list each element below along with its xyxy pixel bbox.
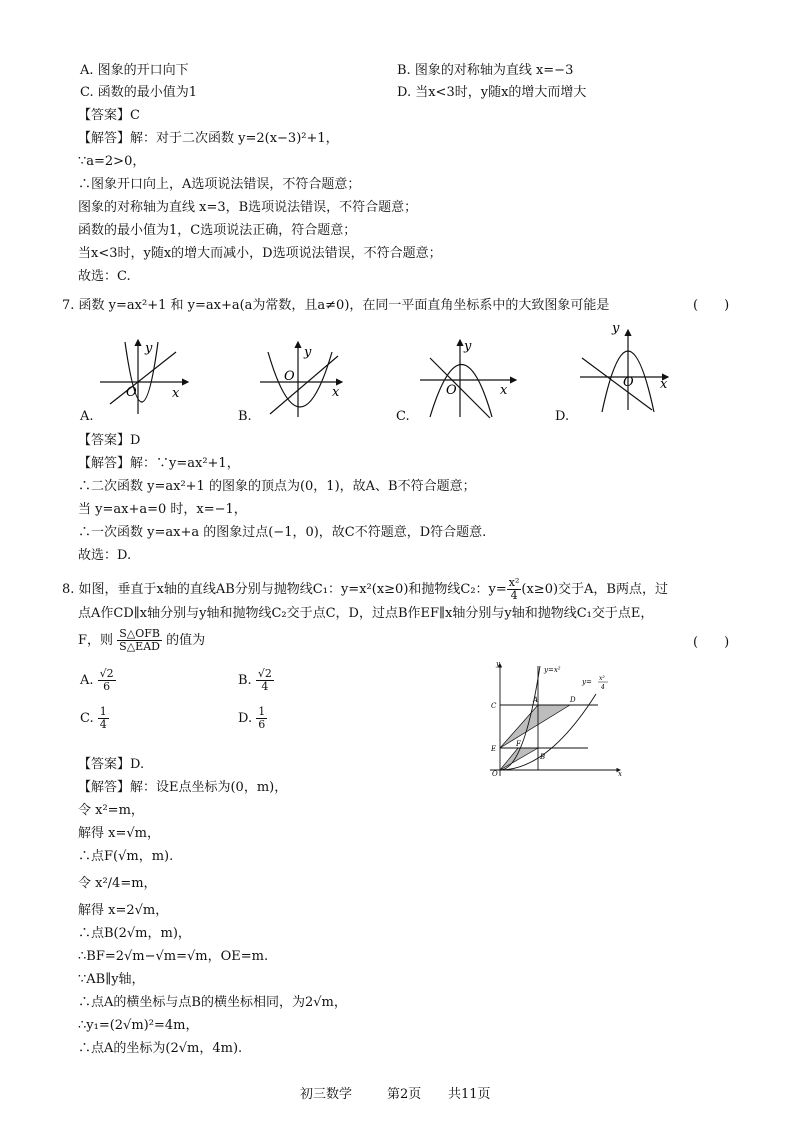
- q7-b-ylabel: y: [304, 345, 312, 360]
- q8-solution-line: 解得 x=√m，: [78, 826, 160, 841]
- q8-solution-line: ∵AB∥y轴，: [78, 972, 145, 987]
- q6-solution-line: ∵a=2>0，: [78, 154, 146, 169]
- q8-fig-d: D: [570, 696, 576, 704]
- q8-fig-curve2-den: 4: [601, 684, 605, 691]
- q7-graph-d: [580, 330, 668, 412]
- q8-fig-curve1: y=x²: [544, 666, 561, 674]
- q8-fig-o: O: [492, 770, 498, 778]
- q7-a-xlabel: x: [172, 386, 180, 401]
- q8-stem-line3: F，则 $\frac{\text{S△OFB}}{\text{S△EAD}}$ 的值为: [78, 627, 206, 653]
- q8-fig-y: y: [496, 660, 500, 668]
- q7-d-xlabel: x: [660, 377, 668, 392]
- q8-fig-a: A: [533, 696, 539, 704]
- q6-option-c: C. 函数的最小值为1: [80, 85, 198, 100]
- q8-fig-f: F: [516, 740, 521, 748]
- q8-fig-c: C: [491, 702, 497, 710]
- q8-fig-curve2-pre: y=: [582, 678, 592, 686]
- footer-total: 共11页: [448, 1087, 491, 1102]
- q8-solution-line: ∴点B(2√m，m)，: [78, 926, 191, 941]
- q7-graphs: [80, 322, 760, 422]
- q7-answer-paren: ( ): [693, 298, 730, 313]
- q7-d-ylabel: y: [612, 322, 620, 336]
- q8-option-d: D. $\frac{1}{6}$: [238, 705, 266, 731]
- q8-answer-paren: ( ): [693, 635, 730, 650]
- footer-subject: 初三数学: [300, 1087, 353, 1102]
- q7-solution-line: 故选：D.: [78, 548, 132, 563]
- q7-solution-line: ∴二次函数 y=ax²+1 的图象的顶点为(0，1)，故A、B不符合题意；: [78, 479, 476, 494]
- q8-answer: 【答案】D.: [78, 757, 145, 772]
- q6-answer: 【答案】C: [78, 108, 140, 123]
- q7-c-ylabel: y: [464, 339, 472, 354]
- q8-option-c: C. $\frac{1}{4}$: [80, 705, 107, 731]
- q6-solution-line: ∴图象开口向上，A选项说法错误，不符合题意；: [78, 177, 361, 192]
- q7-d-origin: O: [623, 375, 634, 390]
- q7-solution-line: 当 y=ax+a=0 时，x=−1，: [78, 502, 247, 517]
- q7-c-origin: O: [446, 383, 457, 398]
- q7-stem: 7. 函数 y=ax²+1 和 y=ax+a(a为常数，且a≠0)，在同一平面直角坐标系中的大致图象可能是: [62, 298, 610, 313]
- q8-option-a: A. $\frac{√2}{6}$: [80, 667, 114, 693]
- q7-option-d-label: D.: [555, 409, 570, 424]
- q6-solution-line: 当x<3时，y随x的增大而减小，D选项说法错误，不符合题意；: [78, 246, 442, 261]
- q7-a-origin: O: [126, 385, 137, 400]
- q7-option-a-label: A.: [80, 409, 94, 424]
- q6-option-a: A. 图象的开口向下: [80, 63, 189, 78]
- q8-fig-curve2-num: x²: [599, 675, 605, 682]
- q6-solution-line: 函数的最小值为1，C选项说法正确，符合题意；: [78, 223, 357, 238]
- q8-stem-line1: 8. 如图，垂直于x轴的直线AB分别与抛物线C₁：y=x²(x≥0)和抛物线C₂：y= $\frac{\text{x²}}{4}$ (x≥0)交于A，B两点，过: [62, 576, 668, 602]
- q8-solution-line: ∴点A的横坐标与点B的横坐标相同，为2√m，: [78, 995, 347, 1010]
- q7-graph-a: [100, 340, 188, 414]
- q8-fig-e: E: [491, 745, 497, 753]
- q8-figure: [480, 658, 630, 780]
- q8-stem-line2: 点A作CD∥x轴分别与y轴和抛物线C₂交于点C，D，过点B作EF∥x轴分别与y轴和抛物线C₁交于点E，: [78, 606, 654, 621]
- q8-solution-line: 令 x²/4=m，: [78, 876, 157, 891]
- q7-answer: 【答案】D: [78, 433, 141, 448]
- q6-option-d: D. 当x<3时，y随x的增大而增大: [397, 85, 587, 100]
- q6-option-b: B. 图象的对称轴为直线 x=−3: [397, 63, 574, 78]
- q8-fig-x: x: [618, 770, 622, 778]
- footer-page: 第2页: [387, 1087, 422, 1102]
- q8-solution-line: 【解答】解：设E点坐标为(0，m)，: [78, 780, 288, 795]
- q7-c-xlabel: x: [500, 383, 508, 398]
- q7-option-b-label: B.: [238, 409, 252, 424]
- q8-solution-line: 解得 x=2√m，: [78, 903, 169, 918]
- q8-fig-b: B: [540, 753, 546, 761]
- q6-solution-line: 【解答】解：对于二次函数 y=2(x−3)²+1，: [78, 131, 339, 146]
- q7-solution-line: ∴一次函数 y=ax+a 的图象过点(−1，0)，故C不符题意，D符合题意.: [78, 525, 487, 540]
- q8-solution-line: ∴y₁=(2√m)²=4m，: [78, 1018, 199, 1033]
- q7-graph-b: [260, 342, 342, 417]
- q6-solution-line: 故选：C.: [78, 269, 131, 284]
- q8-solution-line: ∴点A的坐标为(2√m，4m).: [78, 1041, 243, 1056]
- q8-option-b: B. $\frac{√2}{4}$: [238, 667, 272, 693]
- q7-b-xlabel: x: [332, 385, 340, 400]
- q8-solution-line: ∴点F(√m，m).: [78, 849, 174, 864]
- q6-solution-line: 图象的对称轴为直线 x=3，B选项说法错误，不符合题意；: [78, 200, 418, 215]
- q8-solution-line: ∴BF=2√m−√m=√m，OE=m.: [78, 949, 269, 964]
- q7-a-ylabel: y: [145, 341, 153, 356]
- q7-b-origin: O: [284, 369, 295, 384]
- q7-solution-line: 【解答】解：∵y=ax²+1，: [78, 456, 240, 471]
- triangle-ead: [500, 705, 570, 748]
- q8-solution-line: 令 x²=m，: [78, 803, 144, 818]
- q7-option-c-label: C.: [396, 409, 410, 424]
